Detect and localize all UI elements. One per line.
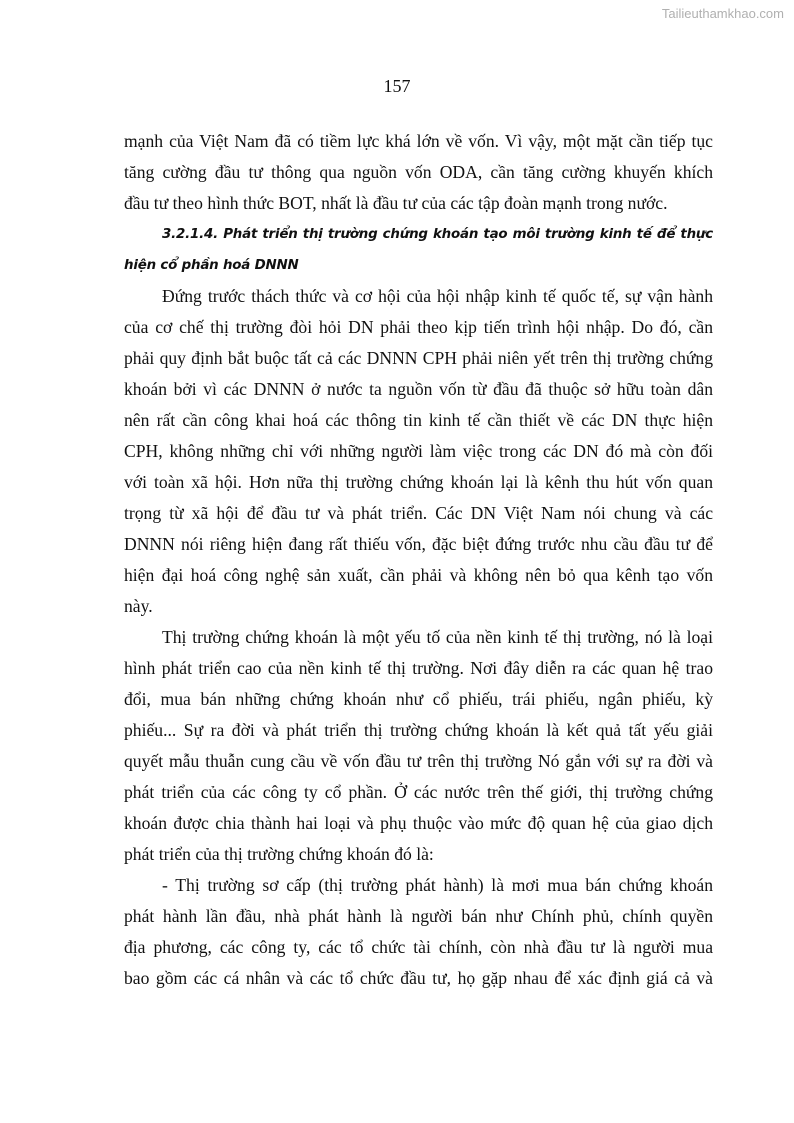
section-heading: hiện cổ phần hoá DNNN — [124, 258, 299, 273]
text-line: Đứng trước thách thức và cơ hội của hội nhập kinh tế quốc tế, sự vận hành — [162, 286, 713, 306]
text-line: khoán bởi vì các DNNN ở nước ta nguồn vốn từ đầu đã thuộc sở hữu toàn dân — [124, 379, 713, 399]
text-line: hiện đại hoá công nghệ sản xuất, cần phải và không nên bỏ qua kênh tạo vốn — [124, 565, 713, 585]
section-heading: 3.2.1.4. Phát triển thị trường chứng khoán tạo môi trường kinh tế để thực — [162, 227, 713, 242]
text-line: quyết mẫu thuẫn cung cầu về vốn đầu tư trên thị trường Nó gắn với sự ra đời và — [124, 751, 713, 771]
text-line: của cơ chế thị trường đòi hỏi DN phải theo kịp tiến trình hội nhập. Do đó, cần — [124, 317, 713, 337]
text-line: hình phát triển cao của nền kinh tế thị trường. Nơi đây diễn ra các quan hệ trao — [124, 658, 713, 678]
text-line: địa phương, các công ty, các tổ chức tài chính, còn nhà đầu tư là người mua — [124, 937, 713, 957]
text-line: bao gồm các cá nhân và các tổ chức đầu tư, họ gặp nhau để xác định giá cả và — [124, 968, 713, 988]
text-line: Thị trường chứng khoán là một yếu tố của nền kinh tế thị trường, nó là loại — [162, 627, 713, 647]
page-body — [124, 126, 713, 994]
text-line: với toàn xã hội. Hơn nữa thị trường chứng khoán lại là kênh thu hút vốn quan — [124, 472, 713, 492]
text-line: phải quy định bắt buộc tất cả các DNNN CPH phải niên yết trên thị trường chứng — [124, 348, 713, 368]
text-line: DNNN nói riêng hiện đang rất thiếu vốn, đặc biệt đứng trước nhu cầu đầu tư để — [124, 534, 713, 554]
text-line: này. — [124, 596, 153, 616]
page-number: 157 — [383, 76, 411, 96]
text-line: phát hành lần đầu, nhà phát hành là người bán như Chính phủ, chính quyền — [124, 906, 713, 926]
text-line: nên rất cần công khai hoá các thông tin kinh tế cần thiết về các DN thực hiện — [124, 410, 713, 430]
watermark: Tailieuthamkhao.com — [661, 6, 784, 21]
text-line: CPH, không những chỉ với những người làm việc trong các DN đó mà còn đối — [124, 441, 713, 461]
text-line: trọng từ xã hội để đầu tư và phát triển. Các DN Việt Nam nói chung và các — [124, 503, 713, 523]
text-line: phát triển của các công ty cổ phần. Ở các nước trên thế giới, thị trường chứng — [124, 782, 713, 802]
text-line: đầu tư theo hình thức BOT, nhất là đầu tư của các tập đoàn mạnh trong nước. — [124, 193, 668, 213]
text-line: mạnh của Việt Nam đã có tiềm lực khá lớn về vốn. Vì vậy, một mặt cần tiếp tục — [124, 131, 713, 151]
text-line: khoán được chia thành hai loại và phụ thuộc vào mức độ quan hệ của giao dịch — [124, 813, 713, 833]
text-line: phát triển của thị trường chứng khoán đó là: — [124, 844, 434, 864]
text-line: phiếu... Sự ra đời và phát triển thị trường chứng khoán là kết quả tất yếu giải — [124, 720, 713, 740]
text-line: - Thị trường sơ cấp (thị trường phát hành) là mơi mua bán chứng khoán — [162, 875, 713, 895]
text-line: tăng cường đầu tư thông qua nguồn vốn ODA, cần tăng cường khuyến khích — [124, 162, 713, 182]
text-line: đổi, mua bán những chứng khoán như cổ phiếu, trái phiếu, ngân phiếu, kỳ — [124, 689, 713, 709]
